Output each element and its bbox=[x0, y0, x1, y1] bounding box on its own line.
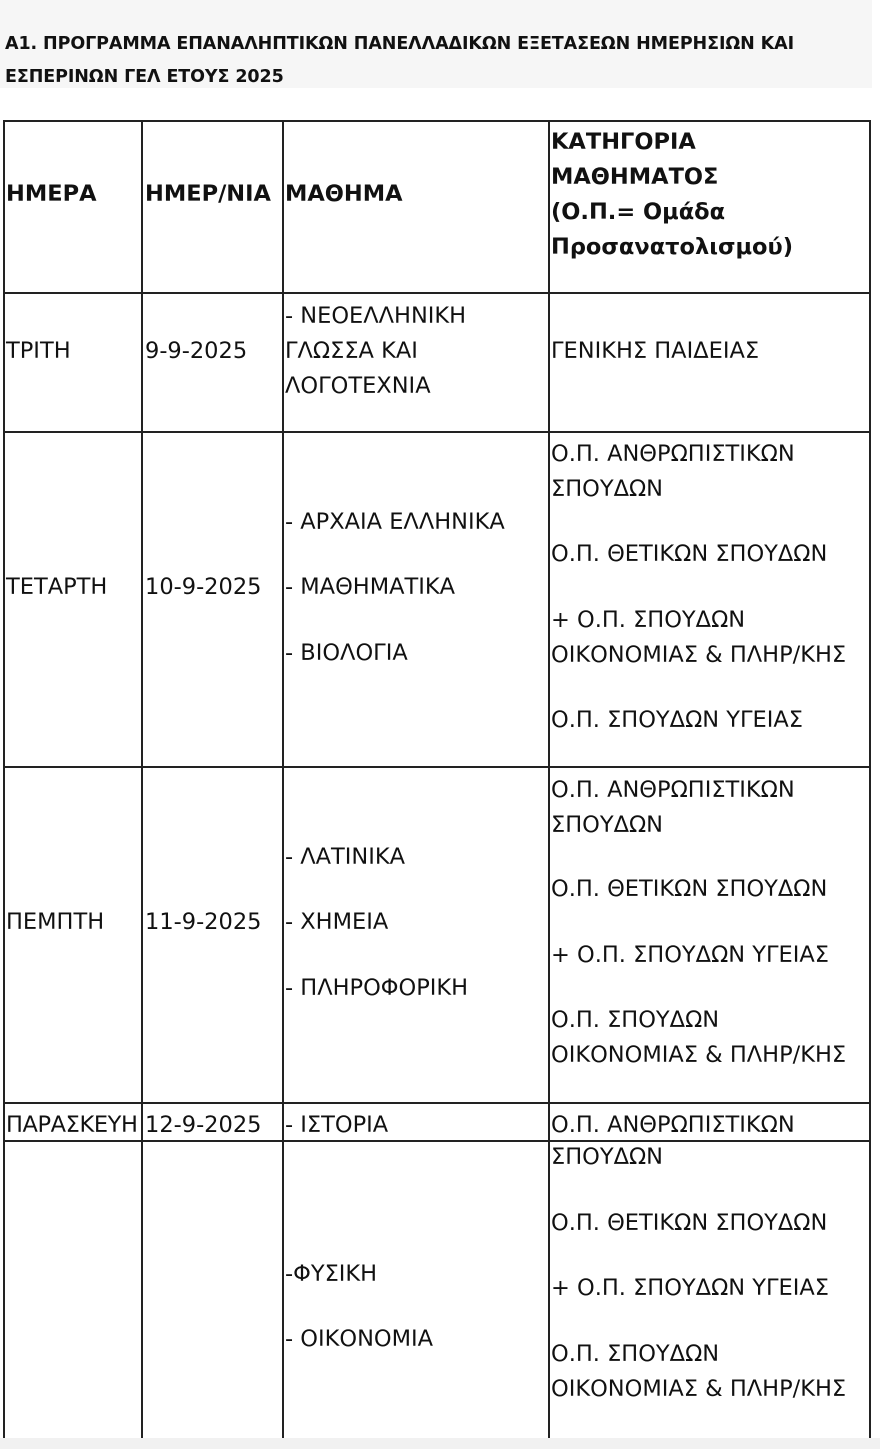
subject-entry: - ΛΑΤΙΝΙΚΑ bbox=[285, 844, 406, 870]
subject-entry: -ΦΥΣΙΚΗ bbox=[285, 1261, 378, 1287]
header-category-line: ΚΑΤΗΓΟΡΙΑ bbox=[551, 129, 696, 155]
date-cell: 12-9-2025 bbox=[145, 1112, 262, 1138]
bottom-band bbox=[0, 1438, 880, 1449]
subject-entry: - ΧΗΜΕΙΑ bbox=[285, 909, 389, 935]
category-line: ΣΠΟΥΔΩΝ bbox=[551, 812, 664, 838]
category-cell: ΓΕΝΙΚΗΣ ΠΑΙΔΕΙΑΣ bbox=[551, 338, 760, 364]
category-line: + Ο.Π. ΣΠΟΥΔΩΝ ΥΓΕΙΑΣ bbox=[551, 942, 829, 968]
subject-line: ΓΛΩΣΣΑ ΚΑΙ bbox=[285, 338, 418, 364]
header-subject: ΜΑΘΗΜΑ bbox=[285, 181, 403, 207]
category-line: Ο.Π. ΘΕΤΙΚΩΝ ΣΠΟΥΔΩΝ bbox=[551, 1210, 828, 1236]
category-line: + Ο.Π. ΣΠΟΥΔΩΝ ΥΓΕΙΑΣ bbox=[551, 1275, 829, 1301]
category-line: Ο.Π. ΑΝΘΡΩΠΙΣΤΙΚΩΝ bbox=[551, 777, 795, 803]
category-line: Ο.Π. ΑΝΘΡΩΠΙΣΤΙΚΩΝ bbox=[551, 1112, 795, 1138]
day-cell: ΠΑΡΑΣΚΕΥΗ bbox=[6, 1112, 138, 1138]
table-border-right bbox=[869, 120, 871, 1438]
subject-line: ΛΟΓΟΤΕΧΝΙΑ bbox=[285, 373, 431, 399]
subject-entry: - ΙΣΤΟΡΙΑ bbox=[285, 1112, 389, 1138]
row-divider bbox=[3, 431, 871, 433]
header-date: ΗΜΕΡ/ΝΙΑ bbox=[145, 181, 271, 207]
category-line: ΟΙΚΟΝΟΜΙΑΣ & ΠΛΗΡ/ΚΗΣ bbox=[551, 642, 847, 668]
day-cell: ΤΡΙΤΗ bbox=[6, 338, 71, 364]
column-divider bbox=[548, 120, 550, 1438]
header-category-line: (Ο.Π.= Ομάδα bbox=[551, 199, 726, 225]
subject-entry: - ΜΑΘΗΜΑΤΙΚΑ bbox=[285, 574, 456, 600]
category-line: Ο.Π. ΘΕΤΙΚΩΝ ΣΠΟΥΔΩΝ bbox=[551, 876, 828, 902]
category-line: ΟΙΚΟΝΟΜΙΑΣ & ΠΛΗΡ/ΚΗΣ bbox=[551, 1042, 847, 1068]
column-divider bbox=[141, 120, 143, 1438]
date-cell: 10-9-2025 bbox=[145, 574, 262, 600]
row-divider bbox=[3, 1102, 871, 1104]
subject-entry: - ΠΛΗΡΟΦΟΡΙΚΗ bbox=[285, 975, 469, 1001]
day-cell: ΠΕΜΠΤΗ bbox=[6, 909, 105, 935]
category-line: Ο.Π. ΣΠΟΥΔΩΝ bbox=[551, 1007, 720, 1033]
column-divider bbox=[282, 120, 284, 1438]
header-day: ΗΜΕΡΑ bbox=[6, 181, 97, 207]
subject-line: - ΝΕΟΕΛΛΗΝΙΚΗ bbox=[285, 303, 467, 329]
category-line: Ο.Π. ΣΠΟΥΔΩΝ ΥΓΕΙΑΣ bbox=[551, 707, 803, 733]
header-category-line: ΜΑΘΗΜΑΤΟΣ bbox=[551, 164, 719, 190]
category-line: + Ο.Π. ΣΠΟΥΔΩΝ bbox=[551, 607, 746, 633]
table-border-left bbox=[3, 120, 5, 1438]
date-cell: 9-9-2025 bbox=[145, 338, 248, 364]
subject-entry: - ΒΙΟΛΟΓΙΑ bbox=[285, 640, 408, 666]
category-line: Ο.Π. ΑΝΘΡΩΠΙΣΤΙΚΩΝ bbox=[551, 441, 795, 467]
category-line: ΣΠΟΥΔΩΝ bbox=[551, 1144, 664, 1170]
date-cell: 11-9-2025 bbox=[145, 909, 262, 935]
category-line: ΣΠΟΥΔΩΝ bbox=[551, 476, 664, 502]
category-line: Ο.Π. ΣΠΟΥΔΩΝ bbox=[551, 1341, 720, 1367]
category-line: Ο.Π. ΘΕΤΙΚΩΝ ΣΠΟΥΔΩΝ bbox=[551, 541, 828, 567]
page-title: Α1. ΠΡΟΓΡΑΜΜΑ ΕΠΑΝΑΛΗΠΤΙΚΩΝ ΠΑΝΕΛΛΑΔΙΚΩΝ ΕΞΕΤΑΣΕΩΝ ΗΜΕΡΗΣΙΩΝ ΚΑΙ ΕΣΠΕΡΙΝΩΝ ΓΕΛ ΕΤΟΥΣ 2025 bbox=[5, 34, 794, 87]
row-divider bbox=[3, 292, 871, 294]
category-line: ΟΙΚΟΝΟΜΙΑΣ & ΠΛΗΡ/ΚΗΣ bbox=[551, 1376, 847, 1402]
subject-entry: - ΑΡΧΑΙΑ ΕΛΛΗΝΙΚΑ bbox=[285, 509, 505, 535]
subject-entry: - ΟΙΚΟΝΟΜΙΑ bbox=[285, 1326, 434, 1352]
day-cell: ΤΕΤΑΡΤΗ bbox=[6, 574, 108, 600]
table-border-top bbox=[3, 120, 871, 122]
header-category-line: Προσανατολισμού) bbox=[551, 234, 793, 260]
row-divider bbox=[3, 766, 871, 768]
